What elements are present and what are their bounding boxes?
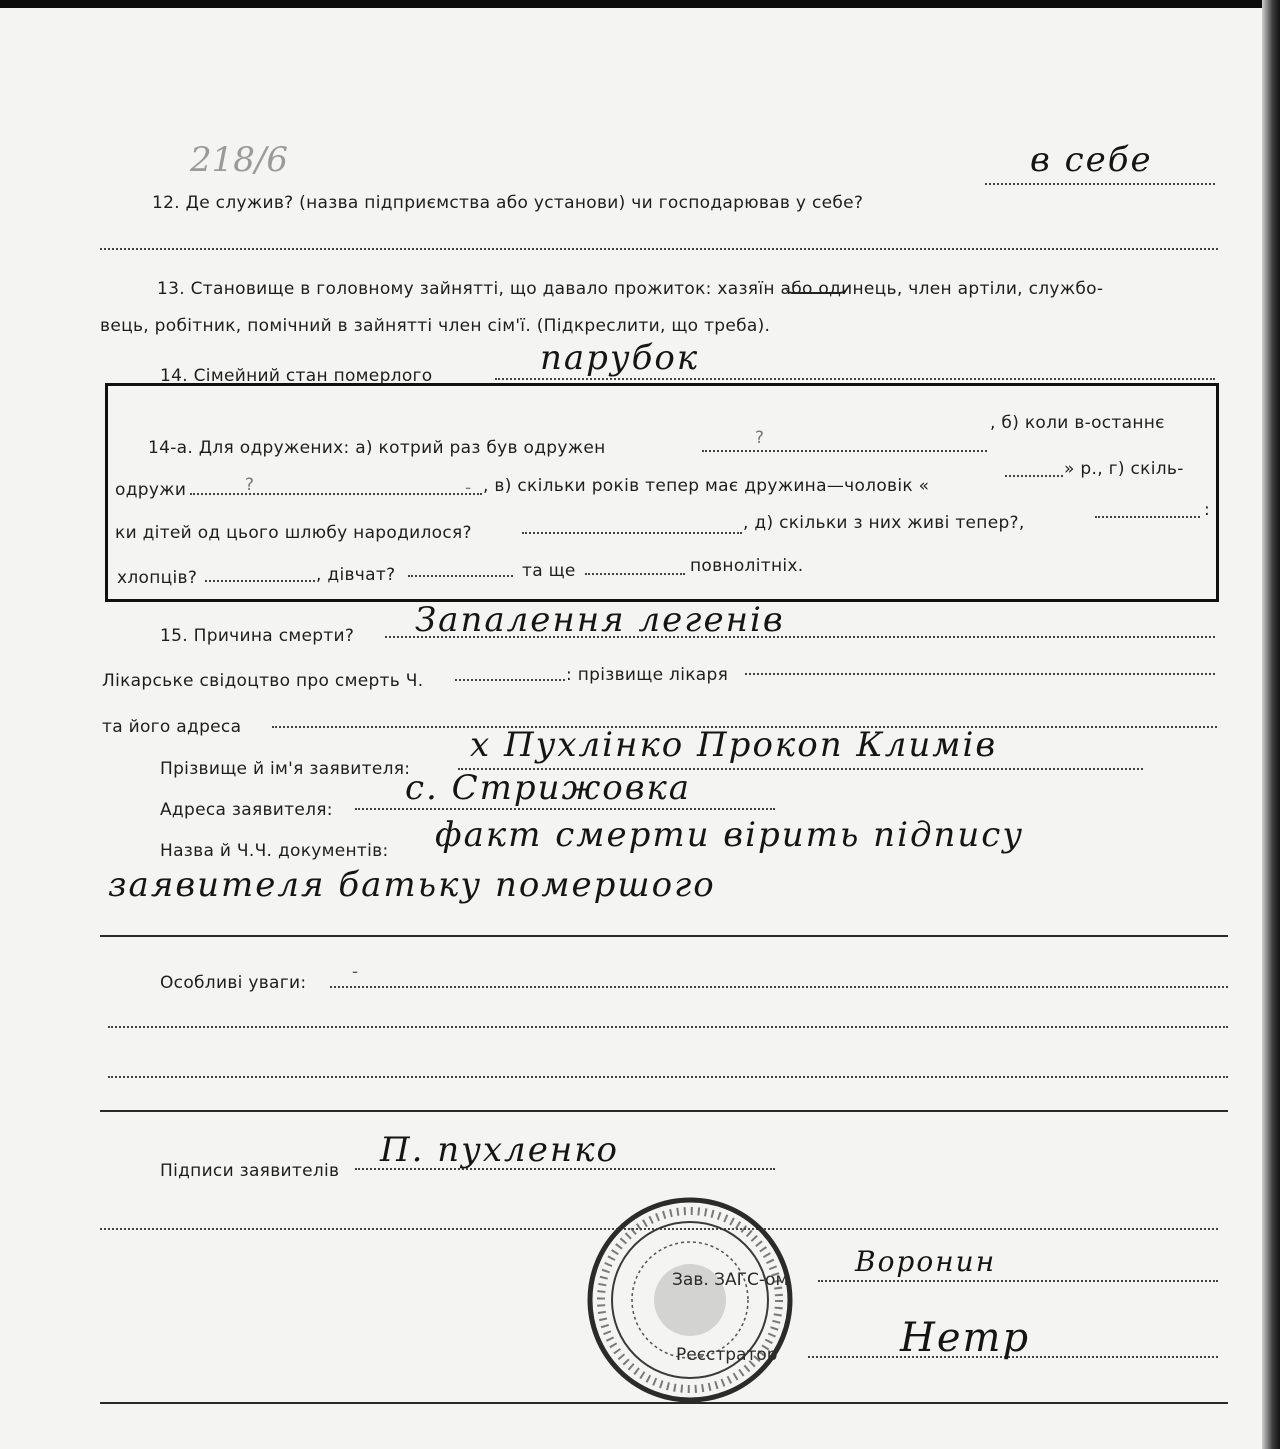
q14a-line1-label-b: , б) коли в-останнє (990, 413, 1165, 433)
section-divider-1 (100, 935, 1228, 937)
q14a-line1-dotline (702, 450, 987, 452)
q14a-line4-label: хлопців? (117, 568, 198, 588)
q14a-line2-years-dotline (1005, 475, 1063, 477)
q14a-line3-label: ки дітей од цього шлюбу народилося? (115, 523, 472, 543)
q14a-line4-label-c: та ще (522, 561, 576, 581)
medical-number-dotline (455, 679, 565, 681)
q14a-line2-mark: ? (245, 475, 255, 495)
q14-answer: парубок (540, 338, 700, 378)
q13-underline-mark (785, 286, 847, 294)
documents-label: Назва й Ч.Ч. документів: (160, 841, 389, 861)
special-notes-value: - (352, 962, 359, 982)
special-notes-label: Особливі уваги: (160, 973, 307, 993)
q12-label: 12. Де служив? (назва підприємства або установи) чи господарював у себе? (152, 193, 864, 213)
q13-line2: вець, робітник, помічний в зайнятті член сім'ї. (Підкреслити, що треба). (100, 316, 771, 336)
applicant-name-answer: х Пухлінко Прокоп Климів (470, 725, 998, 765)
q12-dotline (985, 183, 1215, 185)
q14a-line2-dotline (190, 493, 482, 495)
q14-label: 14. Сімейний стан померлого (160, 366, 433, 386)
registry-head-dotline (818, 1280, 1218, 1282)
q15-label: 15. Причина смерти? (160, 626, 355, 646)
q14a-line2-label-b: , в) скільки років тепер має дружина—чоловік « (483, 476, 930, 496)
q14a-line2-label-c: » р., г) скіль- (1064, 459, 1184, 479)
q14a-line3-dotline-b (1095, 516, 1200, 518)
q14a-line3-label-c: : (1204, 500, 1211, 520)
q12-answer: в себе (1030, 140, 1153, 180)
doctor-address-label: та його адреса (102, 717, 242, 737)
q14a-adults-dotline (585, 573, 685, 575)
scan-right-edge (1262, 0, 1280, 1449)
q12-dotline-2 (100, 248, 1218, 250)
signatures-answer: П. пухленко (380, 1130, 619, 1170)
q14a-line2-label: одружи (115, 480, 187, 500)
medical-label: Лікарське свідоцтво про смерть Ч. (102, 671, 424, 691)
applicant-address-label: Адреса заявителя: (160, 800, 333, 820)
applicant-name-label: Прізвище й ім'я заявителя: (160, 759, 411, 779)
q15-answer: Запалення легенів (415, 600, 785, 640)
q14a-line4-label-b: , дівчат? (316, 565, 396, 585)
q14a-boys-dotline (205, 580, 315, 582)
q14a-line1-label: 14-а. Для одружених: а) котрий раз був одружен (148, 438, 606, 458)
q14a-girls-dotline (408, 575, 513, 577)
q14-dotline (495, 378, 1215, 380)
q13-line1: 13. Становище в головному зайнятті, що давало прожиток: хазяїн або одинець, член артіли, службо- (157, 279, 1104, 299)
q14a-line4-label-d: повнолітніх. (690, 556, 804, 576)
documents-answer-line1: факт смерти вірить підпису (435, 815, 1025, 855)
medical-doctor-label: : прізвище лікаря (566, 665, 729, 685)
medical-doctor-dotline (745, 673, 1215, 675)
q14a-line3-dotline (522, 532, 742, 534)
archive-number: 218/6 (190, 140, 288, 180)
applicant-address-answer: с. Стрижовка (405, 768, 692, 808)
special-notes-dotline-2 (108, 1026, 1228, 1028)
special-notes-dotline (330, 986, 1228, 988)
registry-head-signature: Воронин (855, 1245, 997, 1278)
registrar-label: Реєстратор (676, 1345, 778, 1365)
special-notes-dotline-3 (108, 1076, 1228, 1078)
q14a-line1-mark: ? (755, 428, 765, 448)
registrar-signature: Нетр (900, 1315, 1031, 1361)
registry-head-label: Зав. ЗАГС-ом (672, 1270, 789, 1290)
q14a-line2-dash: - (465, 478, 472, 498)
section-divider-3 (100, 1402, 1228, 1404)
q14a-line3-label-b: , д) скільки з них живі тепер?, (743, 513, 1025, 533)
official-seal-stamp (585, 1195, 795, 1405)
signatures-label: Підписи заявителів (160, 1161, 340, 1181)
applicant-address-dotline (355, 808, 775, 810)
documents-answer-line2: заявителя батьку помершого (108, 865, 716, 905)
section-divider-2 (100, 1110, 1228, 1112)
